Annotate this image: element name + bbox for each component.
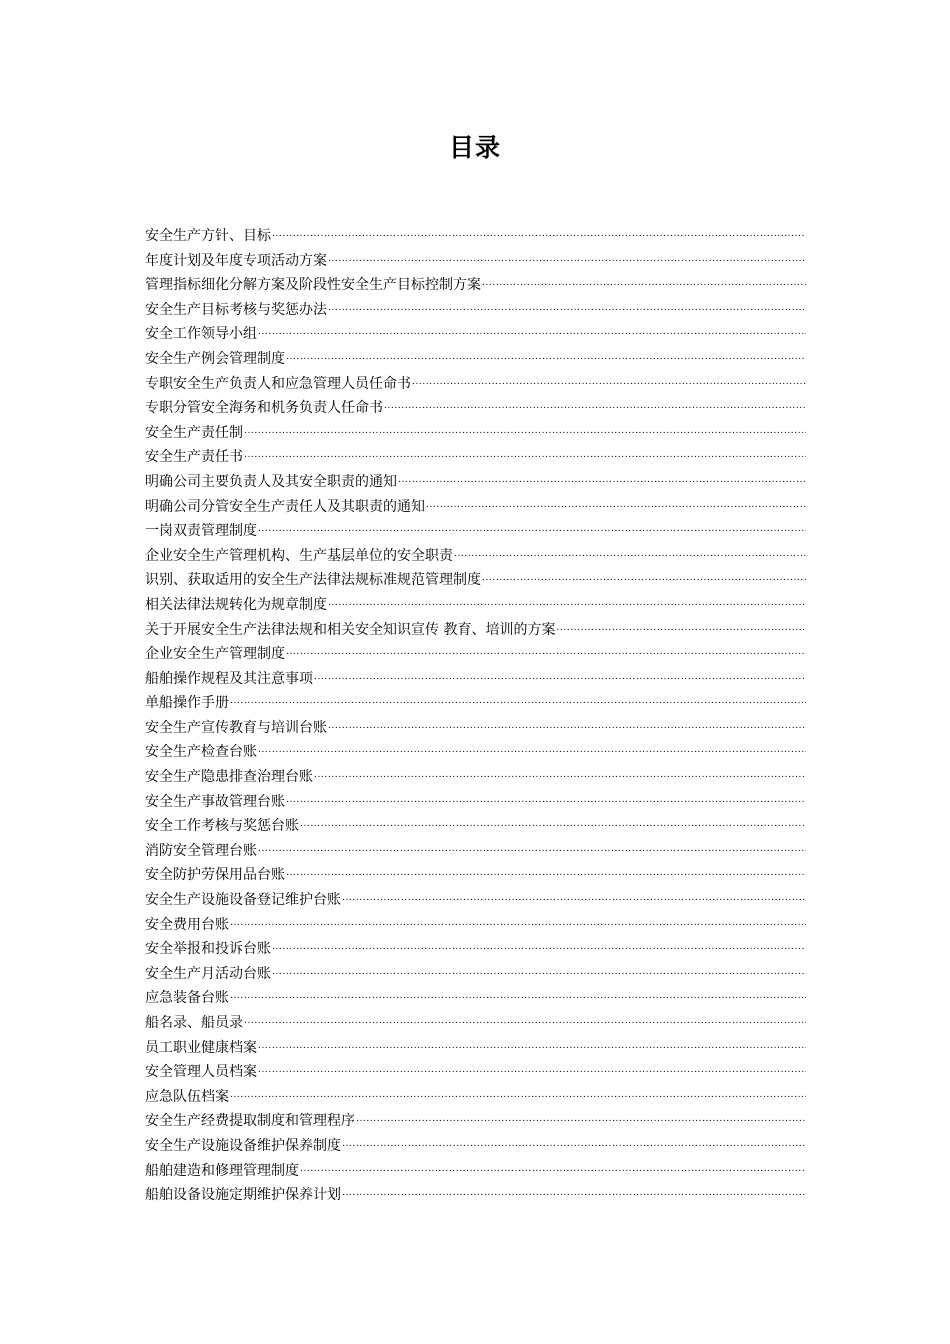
toc-dot-leader: [244, 445, 806, 470]
toc-entry-text: 识别、获取适用的安全生产法律法规标准规范管理制度: [145, 572, 481, 589]
toc-dot-leader: [244, 1011, 806, 1036]
toc-entry[interactable]: [145, 740, 806, 765]
toc-dot-leader: [384, 396, 806, 421]
toc-entry[interactable]: [145, 298, 806, 323]
toc-entry-text: 安全生产检查台账: [145, 744, 257, 761]
toc-dot-leader: [356, 1109, 806, 1134]
toc-entry[interactable]: [145, 322, 806, 347]
toc-dot-leader: [286, 790, 806, 815]
toc-entry[interactable]: [145, 396, 806, 421]
toc-dot-leader: [258, 519, 806, 544]
toc-entry-text: 消防安全管理台账: [145, 842, 257, 859]
toc-dot-leader: [286, 642, 806, 667]
toc-entry-text: 企业安全生产管理制度: [145, 646, 285, 663]
toc-dot-leader: [230, 913, 806, 938]
toc-entry[interactable]: [145, 568, 806, 593]
toc-entry[interactable]: [145, 593, 806, 618]
toc-entry[interactable]: [145, 273, 806, 298]
toc-dot-leader: [258, 322, 806, 347]
toc-entry-text: 安全工作领导小组: [145, 326, 257, 343]
toc-entry-text: 安全生产目标考核与奖惩办法: [145, 301, 327, 318]
toc-entry[interactable]: [145, 618, 806, 643]
toc-entry[interactable]: [145, 765, 806, 790]
toc-entry-text: 企业安全生产管理机构、生产基层单位的安全职责: [145, 547, 453, 564]
toc-dot-leader: [244, 421, 806, 446]
toc-dot-leader: [258, 1036, 806, 1061]
toc-entry-text: 安全生产经费提取制度和管理程序: [145, 1113, 355, 1130]
toc-entry-text: 安全费用台账: [145, 916, 229, 933]
toc-entry[interactable]: [145, 421, 806, 446]
toc-dot-leader: [342, 1134, 806, 1159]
toc-entry[interactable]: [145, 249, 806, 274]
page-title: 目录: [448, 133, 501, 162]
toc-entry[interactable]: [145, 519, 806, 544]
toc-entry[interactable]: [145, 790, 806, 815]
toc-dot-leader: [398, 470, 806, 495]
toc-dot-leader: [314, 667, 806, 692]
toc-dot-leader: [272, 224, 806, 249]
toc-entry-text: 一岗双责管理制度: [145, 523, 257, 540]
toc-entry-text: 关于开展安全生产法律法规和相关安全知识宣传 教育、培训的方案: [145, 621, 556, 638]
toc-dot-leader: [286, 863, 806, 888]
toc-dot-leader: [258, 740, 806, 765]
toc-dot-leader: [230, 986, 806, 1011]
toc-entry-text: 单船操作手册: [145, 695, 229, 712]
toc-entry[interactable]: [145, 863, 806, 888]
toc-entry[interactable]: [145, 347, 806, 372]
toc-entry[interactable]: [145, 986, 806, 1011]
toc-dot-leader: [286, 347, 806, 372]
toc-dot-leader: [230, 1085, 806, 1110]
toc-dot-leader: [426, 495, 806, 520]
toc-entry-text: 员工职业健康档案: [145, 1039, 257, 1056]
toc-dot-leader: [328, 249, 806, 274]
toc-dot-leader: [454, 544, 806, 569]
toc-entry[interactable]: [145, 372, 806, 397]
toc-entry-text: 应急队伍档案: [145, 1088, 229, 1105]
toc-dot-leader: [412, 372, 806, 397]
toc-dot-leader: [230, 691, 806, 716]
toc-dot-leader: [258, 839, 806, 864]
toc-entry-text: 安全生产月活动台账: [145, 965, 271, 982]
toc-dot-leader: [300, 1159, 806, 1184]
toc-entry-text: 船舶操作规程及其注意事项: [145, 670, 313, 687]
toc-entry-text: 船名录、船员录: [145, 1015, 243, 1031]
toc-entry-text: 安全生产例会管理制度: [145, 350, 285, 367]
toc-entry[interactable]: [145, 814, 806, 839]
toc-entry-text: 专职安全生产负责人和应急管理人员任命书: [145, 375, 411, 392]
toc-dot-leader: [272, 937, 806, 962]
toc-entry-text: 相关法律法规转化为规章制度: [145, 596, 327, 613]
toc-entry[interactable]: [145, 962, 806, 987]
toc-entry-text: 安全管理人员档案: [145, 1064, 257, 1081]
toc-entry[interactable]: [145, 667, 806, 692]
toc-entry[interactable]: [145, 1011, 806, 1036]
toc-dot-leader: [314, 765, 806, 790]
toc-entry-text: 安全生产隐患排查治理台账: [145, 769, 313, 786]
toc-entry[interactable]: [145, 839, 806, 864]
toc-entry-text: 安全工作考核与奖惩台账: [145, 818, 299, 835]
toc-dot-leader: [342, 1183, 806, 1208]
toc-dot-leader: [328, 593, 806, 618]
toc-entry-text: 明确公司分管安全生产责任人及其职责的通知: [145, 498, 425, 515]
toc-entry[interactable]: [145, 642, 806, 667]
toc-entry[interactable]: [145, 1159, 806, 1184]
table-of-contents: [145, 224, 806, 1208]
toc-entry-text: 安全生产责任制: [145, 424, 243, 441]
toc-entry-text: 年度计划及年度专项活动方案: [145, 252, 327, 269]
toc-entry[interactable]: [145, 1183, 806, 1208]
toc-dot-leader: [342, 888, 806, 913]
toc-entry-text: 安全举报和投诉台账: [145, 941, 271, 958]
toc-entry-text: 船舶建造和修理管理制度: [145, 1162, 299, 1179]
toc-entry[interactable]: [145, 445, 806, 470]
toc-dot-leader: [328, 298, 806, 323]
toc-dot-leader: [482, 273, 806, 298]
toc-entry-text: 安全生产宣传教育与培训台账: [145, 719, 327, 736]
toc-entry-text: 安全生产责任书: [145, 449, 243, 466]
toc-entry-text: 管理指标细化分解方案及阶段性安全生产目标控制方案: [145, 277, 481, 294]
toc-entry-text: 安全生产设施设备维护保养制度: [145, 1137, 341, 1154]
toc-entry[interactable]: [145, 913, 806, 938]
toc-entry-text: 应急装备台账: [145, 990, 229, 1007]
toc-dot-leader: [482, 568, 806, 593]
toc-entry[interactable]: [145, 470, 806, 495]
toc-entry[interactable]: [145, 716, 806, 741]
toc-entry[interactable]: [145, 1134, 806, 1159]
toc-entry-text: 明确公司主要负责人及其安全职责的通知: [145, 473, 397, 490]
toc-entry[interactable]: [145, 1085, 806, 1110]
toc-entry-text: 安全生产设施设备登记维护台账: [145, 892, 341, 909]
toc-dot-leader: [328, 716, 806, 741]
toc-entry-text: 安全生产事故管理台账: [145, 793, 285, 810]
toc-entry-text: 船舶设备设施定期维护保养计划: [145, 1187, 341, 1204]
toc-entry-text: 安全防护劳保用品台账: [145, 867, 285, 884]
toc-entry[interactable]: [145, 544, 806, 569]
toc-entry[interactable]: [145, 888, 806, 913]
toc-entry[interactable]: [145, 224, 806, 249]
toc-dot-leader: [300, 814, 806, 839]
toc-entry[interactable]: [145, 691, 806, 716]
toc-entry-text: 专职分管安全海务和机务负责人任命书: [145, 400, 383, 417]
toc-entry[interactable]: [145, 1036, 806, 1061]
toc-entry[interactable]: [145, 1109, 806, 1134]
toc-entry[interactable]: [145, 1060, 806, 1085]
toc-entry[interactable]: [145, 495, 806, 520]
toc-dot-leader: [258, 1060, 806, 1085]
toc-dot-leader: [272, 962, 806, 987]
toc-entry-text: 安全生产方针、目标: [145, 228, 271, 244]
toc-dot-leader: [556, 618, 806, 643]
toc-entry[interactable]: [145, 937, 806, 962]
